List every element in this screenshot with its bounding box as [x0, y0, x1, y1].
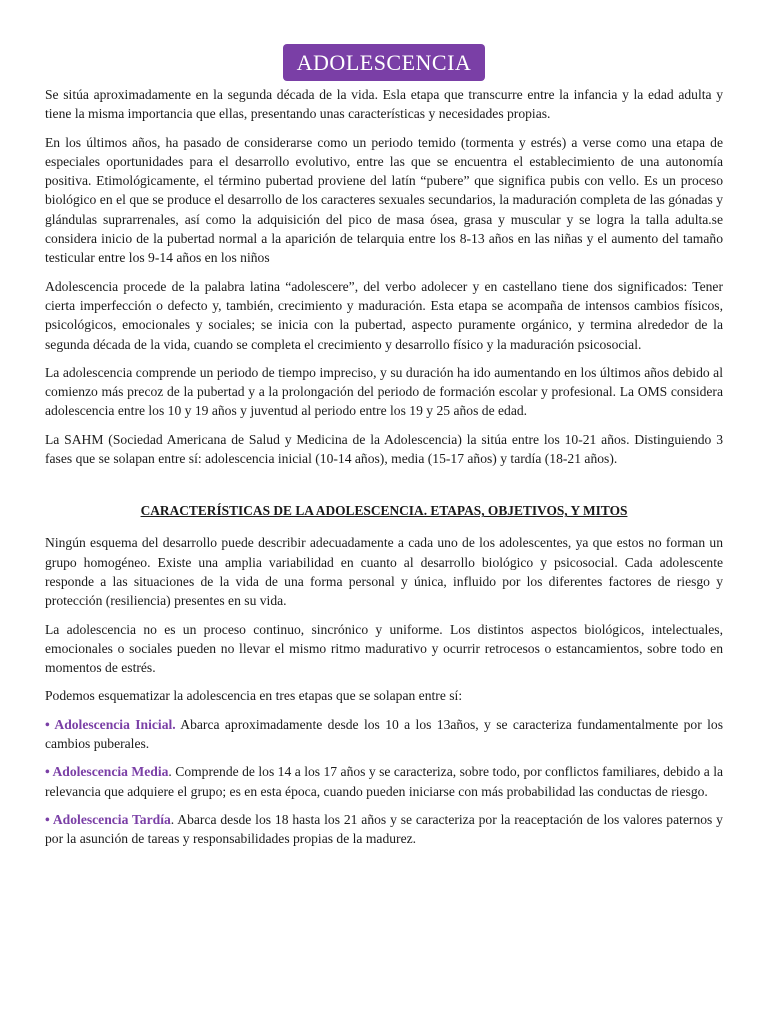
intro-paragraph: La adolescencia comprende un periodo de tiempo impreciso, y su duración ha ido aumentando en los últimos años debido al comienzo más precoz de la pubertad y a la prolongación del periodo de formación escolar y profesional. La OMS considera adolescencia entre los 10 y 19 años y juventud al periodo entre los 19 y 25 años de edad. — [45, 364, 723, 419]
stage-name: • Adolescencia Media — [45, 764, 169, 780]
section-heading: CARACTERÍSTICAS DE LA ADOLESCENCIA. ETAPAS, OBJETIVOS, Y MITOS — [140, 503, 628, 519]
stage-item-late — [45, 810, 723, 849]
stage-description: . Comprende de los 14 a los 17 años y se caracteriza, sobre todo, por conflictos familiares, debido a la relevancia que adquiere el grupo; es en esta época, cuando pueden iniciarse con más probabilidad las conductas de riesgo. — [45, 764, 723, 799]
intro-paragraph: La SAHM (Sociedad Americana de Salud y Medicina de la Adolescencia) la sitúa entre los 10-21 años. Distinguiendo 3 fases que se solapan entre sí: adolescencia inicial (10-14 años), media (15-17 años) y tardía (18-21 años). — [45, 431, 723, 467]
stage-name: • Adolescencia Inicial. — [45, 716, 176, 732]
intro-paragraph: Se sitúa aproximadamente en la segunda década de la vida. Esla etapa que transcurre entre la infancia y la edad adulta y tiene la misma importancia que ellas, presentando unas características y necesidades propias. — [45, 87, 723, 122]
document-title: ADOLESCENCIA — [283, 44, 486, 81]
document-page — [45, 44, 723, 858]
stage-item-middle — [45, 762, 723, 801]
stage-name: • Adolescencia Tardía — [45, 811, 171, 827]
title-wrapper — [45, 44, 723, 81]
intro-paragraph: En los últimos años, ha pasado de considerarse como un periodo temido (tormenta y estrés) a verse como una etapa de especiales oportunidades para el desarrollo evolutivo, entre las que se encuentra el establecimiento de una autonomía positiva. Etimológicamente, el término pubertad proviene del latín “pubere” que significa pubis con vello. Es un proceso biológico en el que se produce el desarrollo de los caracteres sexuales secundarios, la maduración completa de las gónadas y glándulas suprarrenales, así como la adquisición del pico de masa ósea, grasa y muscular y se logra la talla adulta.se considera inicio de la pubertad normal a la aparición de telarquia entre los 8-13 años en las niñas y el aumento del tamaño testicular entre los 9-14 años en los niños — [45, 134, 723, 266]
stage-description: Abarca aproximadamente desde los 10 a los 13años, y se caracteriza fundamentalmente por los cambios puberales. — [45, 716, 723, 752]
section-paragraph: Ningún esquema del desarrollo puede describir adecuadamente a cada uno de los adolescentes, ya que estos no forman un grupo homogéneo. Existe una amplia variabilidad en cuanto al desarrollo biológico y psicosocial. Cada adolescente responde a las situaciones de la vida de una forma personal y única, influido por los diferentes factores de riesgo y protección (resiliencia) presentes en su vida. — [45, 535, 723, 609]
section-paragraph: La adolescencia no es un proceso continuo, sincrónico y uniforme. Los distintos aspectos biológicos, intelectuales, emocionales o sociales pueden no llevar el mismo ritmo madurativo y ocurrir retrocesos o estancamientos, sobre todo en momentos de estrés. — [45, 621, 723, 676]
stage-item-initial — [45, 715, 723, 754]
intro-paragraph: Adolescencia procede de la palabra latina “adolescere”, del verbo adolecer y en castellano tiene dos significados: Tener cierta imperfección o defecto y, también, crecimiento y maduración. Esta etapa se acompaña de intensos cambios físicos, psicológicos, emocionales y sociales; se inicia con la pubertad, aspecto puramente orgánico, y termina alrededor de la segunda década de la vida, cuando se completa el crecimiento y desarrollo físico y la maduración psicosocial. — [45, 278, 723, 352]
stage-description: . Abarca desde los 18 hasta los 21 años y se caracteriza por la reaceptación de los valores paternos y por la asunción de tareas y responsabilidades propias de la madurez. — [45, 811, 723, 847]
section-paragraph: Podemos esquematizar la adolescencia en tres etapas que se solapan entre sí: — [45, 688, 463, 704]
